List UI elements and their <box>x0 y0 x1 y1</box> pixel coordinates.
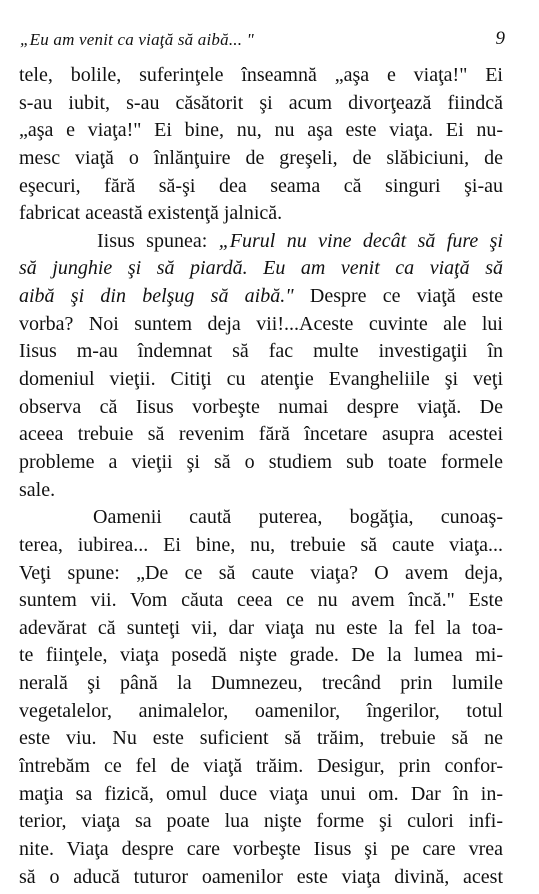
text-line: terior, viaţa sa poate lua nişte forme şi culori infi- <box>19 810 503 833</box>
quote-span: „Furul nu vine decât să fure şi <box>218 229 503 252</box>
quote-span: aibă şi din belşug să aibă." <box>19 285 294 308</box>
text-line: vegetalelor, animalelor, oamenilor, îngerilor, totul <box>19 699 503 722</box>
text-line: Oamenii caută puterea, bogăţia, cunoaş- <box>93 506 503 529</box>
text-line: tele, bolile, suferinţele înseamnă „aşa e viaţa!" Ei <box>19 64 503 86</box>
text-line: Veţi spune: „De ce să caute viaţa? O avem deja, <box>19 561 503 584</box>
text-line: nite. Viaţa despre care vorbeşte Iisus şi pe care vrea <box>19 837 503 860</box>
text-line: sale. <box>19 478 56 501</box>
text-line <box>19 228 503 256</box>
text-line: observa că Iisus vorbeşte numai despre viaţă. De <box>19 395 503 418</box>
text-line: vorba? Noi suntem deja vii!...Aceste cuvinte ale lui <box>19 312 503 335</box>
text-line <box>19 283 503 311</box>
page-number: 9 <box>495 28 505 49</box>
text-line: Iisus m-au îndemnat să fac multe investigaţii în <box>19 340 503 363</box>
body-text <box>19 62 503 891</box>
text-line: domeniul vieţii. Citiţi cu atenţie Evangheliile şi veţi <box>19 368 503 391</box>
text-line: întrebăm ce fel de viaţă trăim. Desigur, prin confor- <box>19 755 503 778</box>
text-line: este viu. Nu este suficient să trăim, trebuie să ne <box>19 727 503 750</box>
text-line: să o aducă tuturor oamenilor este viaţa divină, acest <box>19 865 503 888</box>
text-line: fabricat această existenţă jalnică. <box>19 202 283 225</box>
text-line: mesc viaţă o înlănţuire de greşeli, de slăbiciuni, de <box>19 146 503 169</box>
text-line: nerală şi până la Dumnezeu, trecând prin lumile <box>19 672 503 695</box>
text-line: aceea trebuie să revenim fără încetare asupra acestei <box>19 423 503 446</box>
text-line: maţia sa fizică, omul duce viaţa unui om. Dar în in- <box>19 782 503 805</box>
text-line: suntem vii. Vom căuta ceea ce nu avem încă." Este <box>19 589 503 612</box>
text-line: adevărat că sunteţi vii, dar viaţa nu este la fel la toa- <box>19 616 503 639</box>
text-line: probleme a vieţii şi să o studiem sub toate formele <box>19 450 503 473</box>
text-line: te fiinţele, viaţa posedă nişte grade. De la lumea mi- <box>19 644 503 667</box>
text-line: „aşa e viaţa!" Ei bine, nu, nu aşa este viaţa. Ei nu- <box>19 119 503 142</box>
text-span: Despre ce viaţă este <box>293 285 503 308</box>
text-line: terea, iubirea... Ei bine, nu, trebuie să caute viaţa... <box>19 533 503 556</box>
text-line: să junghie şi să piardă. Eu am venit ca viaţă să <box>19 257 503 280</box>
text-line: eşecuri, fără să-şi dea seama că singuri şi-au <box>19 174 503 197</box>
running-head: „Eu am venit ca viaţă să aibă... " <box>20 30 254 49</box>
text-span: Iisus spunea: <box>97 229 219 252</box>
text-line: s-au iubit, s-au căsătorit şi acum divorţează fiindcă <box>19 91 503 114</box>
